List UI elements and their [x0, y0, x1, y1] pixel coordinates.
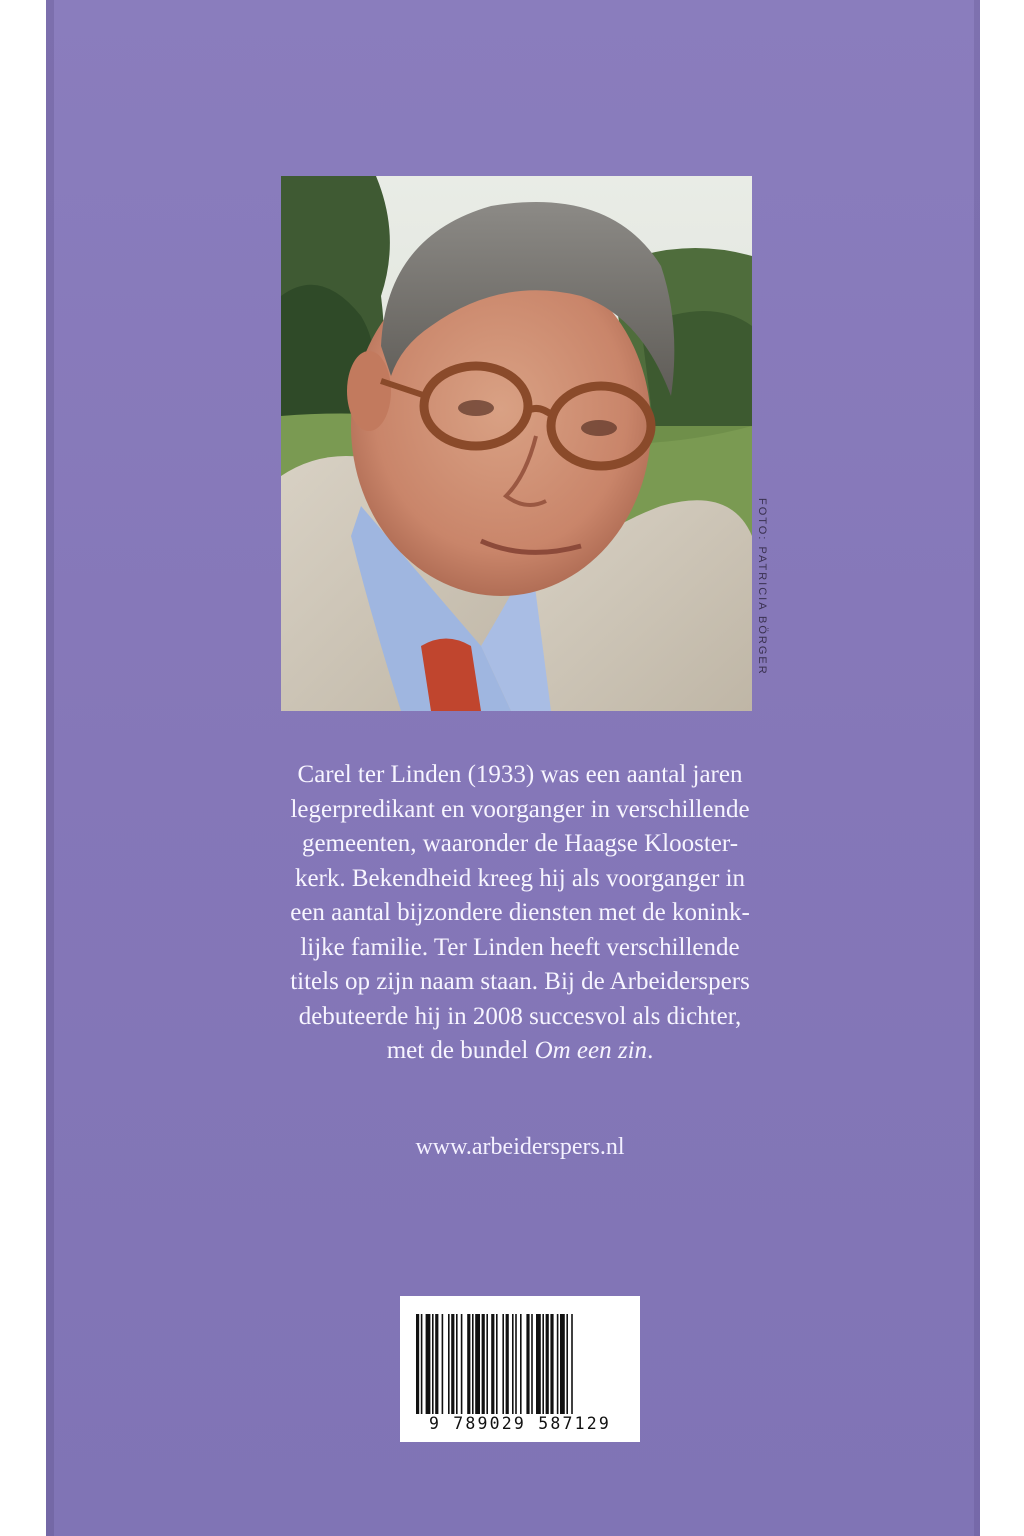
barcode-bar	[426, 1314, 431, 1414]
barcode-bar	[448, 1314, 450, 1414]
bio-line: legerpredikant en voorganger in verschillende	[290, 795, 750, 823]
bio-last-line-suffix: .	[647, 1037, 654, 1064]
bio-line: kerk. Bekendheid kreeg hij als voorganger in	[294, 864, 746, 892]
barcode-bar	[536, 1314, 541, 1414]
bio-line: debuteerde hij in 2008 succesvol als dichter,	[298, 1002, 742, 1030]
publisher-website: www.arbeiderspers.nl	[415, 1134, 625, 1160]
barcode-bar	[432, 1314, 434, 1414]
isbn-barcode	[400, 1296, 640, 1442]
barcode-bar	[560, 1314, 565, 1414]
barcode-bar	[557, 1314, 559, 1414]
barcode-bar	[482, 1314, 485, 1414]
barcode-bar	[526, 1314, 529, 1414]
barcode-bar	[456, 1314, 458, 1414]
barcode-bar	[491, 1314, 494, 1414]
bio-line: gemeenten, waaronder de Haagse Klooster-	[301, 830, 739, 857]
barcode-bar	[421, 1314, 423, 1414]
barcode-bar	[467, 1314, 470, 1414]
book-title-italic: Om een zin	[534, 1037, 648, 1064]
bio-line: lijke familie. Ter Linden heeft verschillende	[300, 933, 740, 961]
barcode-bar	[520, 1314, 522, 1414]
barcode-bar	[506, 1314, 509, 1414]
bio-last-line	[200, 1034, 840, 1069]
cover-edge-shade-right	[974, 0, 980, 1536]
barcode-bar	[416, 1314, 419, 1414]
barcode-bar	[566, 1314, 568, 1414]
author-biography	[200, 758, 840, 1069]
bio-last-line-prefix: met de bundel	[386, 1037, 535, 1064]
barcode-bar	[502, 1314, 504, 1414]
barcode-bar	[472, 1314, 474, 1414]
barcode-bar	[451, 1314, 454, 1414]
barcode-bar	[546, 1314, 549, 1414]
barcode-bar	[531, 1314, 533, 1414]
barcode-bar	[512, 1314, 514, 1414]
barcode-bars	[416, 1314, 624, 1414]
isbn-digits: 9 789029 587129	[428, 1414, 611, 1433]
author-portrait-image	[281, 176, 752, 711]
bio-line: een aantal bijzondere diensten met de konink-	[290, 899, 750, 926]
barcode-bar	[542, 1314, 544, 1414]
barcode-bar	[571, 1314, 573, 1414]
photo-credit: FOTO: PATRICIA BÖRGER	[756, 498, 768, 676]
barcode-bar	[515, 1314, 517, 1414]
author-photo	[281, 176, 752, 711]
barcode-bar	[442, 1314, 444, 1414]
barcode-bar	[496, 1314, 498, 1414]
cover-edge-shade-left	[46, 0, 54, 1536]
bio-line: Carel ter Linden (1933) was een aantal jaren	[297, 761, 743, 788]
barcode-bar	[550, 1314, 553, 1414]
barcode-bar	[461, 1314, 463, 1414]
barcode-bar	[475, 1314, 480, 1414]
barcode-bar	[435, 1314, 438, 1414]
barcode-bar	[486, 1314, 488, 1414]
bio-line: titels op zijn naam staan. Bij de Arbeiderspers	[290, 968, 750, 995]
